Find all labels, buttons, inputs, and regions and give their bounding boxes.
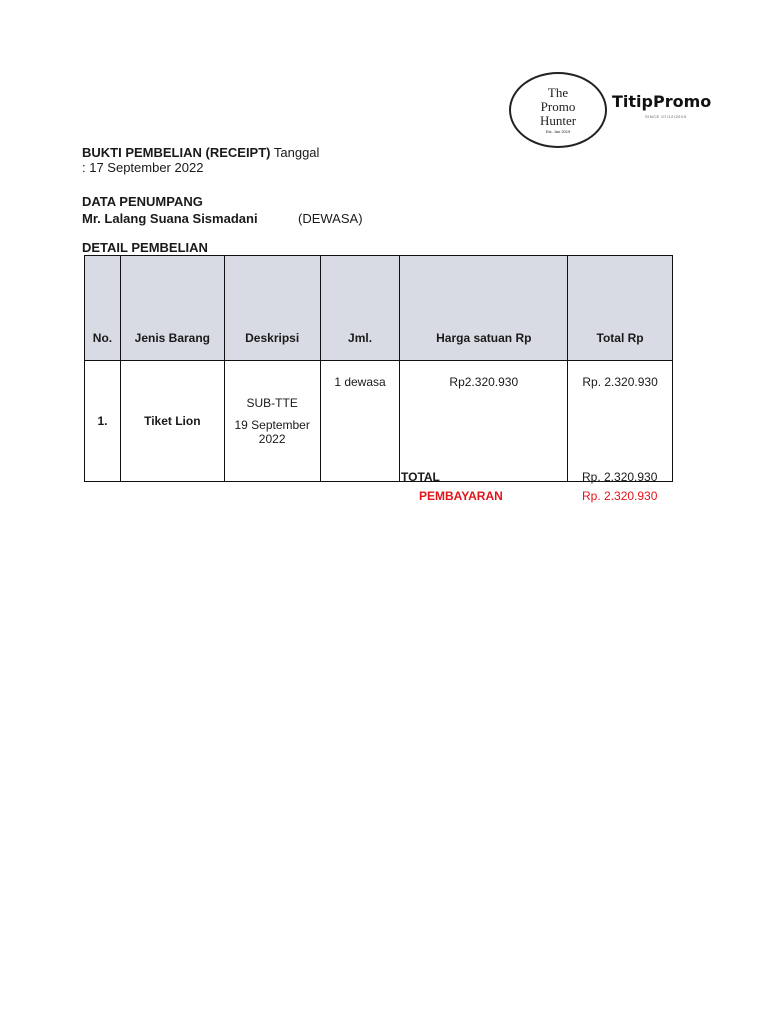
cell-item (120, 361, 224, 482)
col-header-no: No. (85, 256, 121, 361)
purchase-table (84, 255, 673, 482)
receipt-title (82, 145, 319, 160)
row-total: Rp. 2.320.930 (582, 375, 658, 389)
receipt-title-bold: BUKTI PEMBELIAN (RECEIPT) (82, 145, 271, 160)
titip-promo-logo: TitipPromo (612, 92, 712, 111)
passenger-line (82, 211, 363, 226)
receipt-title-rest: Tanggal (270, 145, 320, 160)
row-desc (225, 361, 320, 446)
passenger-name: Mr. Lalang Suana Sismadani (82, 211, 258, 226)
col-header-desc: Deskripsi (224, 256, 320, 361)
cell-total (568, 361, 673, 482)
total-label: TOTAL (401, 470, 440, 484)
payment-value: Rp. 2.320.930 (582, 489, 658, 503)
logo-est: Est. Jan 2019 (545, 128, 571, 134)
table-header-row (85, 256, 673, 361)
logo-line-1: The (547, 84, 569, 100)
col-header-total: Total Rp (568, 256, 673, 361)
receipt-date: : 17 September 2022 (82, 160, 204, 175)
purchase-heading: DETAIL PEMBELIAN (82, 240, 208, 255)
payment-label: PEMBAYARAN (419, 489, 503, 503)
promo-hunter-logo (509, 72, 607, 148)
cell-unit-price (400, 361, 568, 482)
total-value: Rp. 2.320.930 (582, 470, 658, 484)
cell-no (85, 361, 121, 482)
titip-promo-since: SINCE 07/12/2019 (645, 114, 687, 119)
desc-date-2: 2022 (258, 432, 286, 446)
row-qty: 1 dewasa (334, 375, 386, 389)
cell-desc (224, 361, 320, 482)
row-no: 1. (97, 414, 108, 428)
col-header-item: Jenis Barang (120, 256, 224, 361)
desc-route: SUB-TTE (246, 396, 298, 410)
logo-line-3: Hunter (539, 112, 577, 128)
cell-qty (320, 361, 400, 482)
passenger-type: (DEWASA) (298, 211, 363, 226)
row-item: Tiket Lion (144, 414, 201, 428)
col-header-unit-price: Harga satuan Rp (400, 256, 568, 361)
table-row (85, 361, 673, 482)
passenger-heading: DATA PENUMPANG (82, 194, 203, 209)
col-header-qty: Jml. (320, 256, 400, 361)
logo-line-2: Promo (540, 98, 576, 114)
row-unit-price: Rp2.320.930 (449, 375, 519, 389)
desc-date-1: 19 September (234, 418, 310, 432)
